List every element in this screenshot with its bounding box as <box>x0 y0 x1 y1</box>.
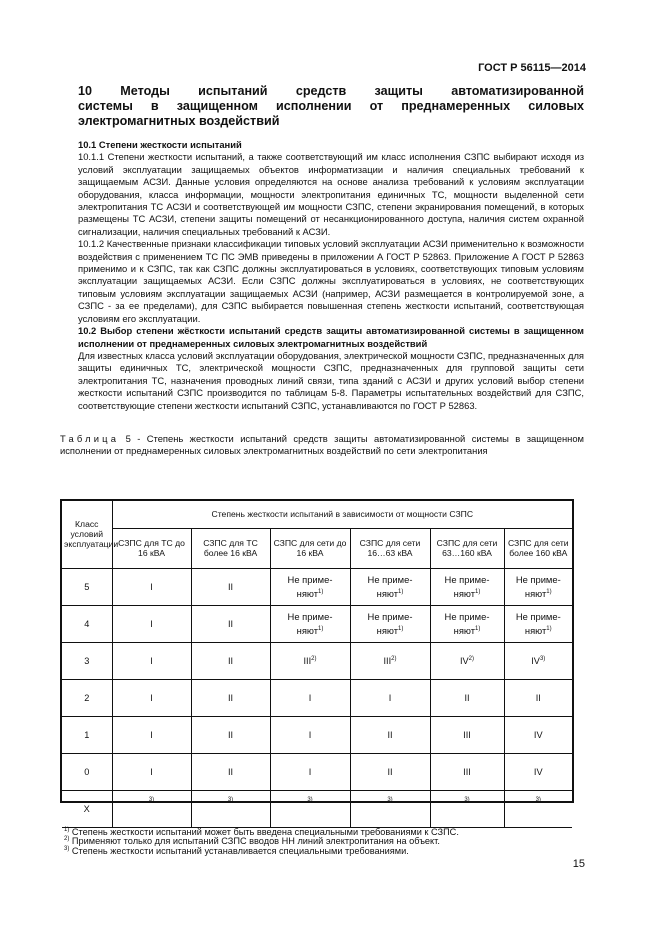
table-cell: IV$^{3)}$ <box>504 642 572 679</box>
class-cell: 2 <box>62 679 112 716</box>
table-cell: Не приме- няют$^{1)}$ <box>504 605 572 642</box>
class-cell: 0 <box>62 753 112 790</box>
body-text <box>78 139 584 412</box>
table-cell: II <box>191 753 270 790</box>
table-cell: I <box>270 753 350 790</box>
class-cell: 5 <box>62 568 112 605</box>
table-cell: I <box>270 679 350 716</box>
group-header: Степень жесткости испытаний в зависимости от мощности СЗПС <box>112 501 572 528</box>
table-cell: 3) <box>270 790 350 827</box>
table-cell: III <box>430 753 504 790</box>
subsection-heading-10-2: 10.2 Выбор степени жёсткости испытаний средств защиты автоматизированной системы в защищенном исполнении от преднамеренных силовых электромагнитных воздействий <box>78 325 584 349</box>
table-cell: I <box>112 605 191 642</box>
section-title-line-3: электромагнитных воздействий <box>78 114 280 128</box>
sub-header: СЗПС для сети 16…63 кВА <box>350 528 430 568</box>
table-caption <box>60 433 584 456</box>
table-cell: Не приме- няют$^{1)}$ <box>270 605 350 642</box>
paragraph-10-1-1: 10.1.1 Степени жесткости испытаний, а также соответствующий им класс исполнения СЗПС выбирают исходя из условий эксплуатации защищаемых объектов информатизации и наличия специальных требований к защищаемым АСЗИ. Данные условия определяются на основе анализа требований к условиям эксплуатации оборудования, класса информации, мощности электропитания единичных ТС, мощности выделенной сети электропитания ТС АСЗИ и соответствующей им мощности СЗПС, степени экранирования помещений, в которых размещены ТС АСЗИ, степени защиты помещений от несанкционированного доступа, наличия систем охранной сигнализации, наличия специальных требований к АСЗИ. <box>78 151 584 237</box>
table-note: $^{1)}$ Степень жесткости испытаний может быть введена специальными требованиями к СЗПС. <box>64 826 459 837</box>
sub-header: СЗПС для сети более 160 кВА <box>504 528 572 568</box>
table-cell: Не приме- няют$^{1)}$ <box>504 568 572 605</box>
class-cell: 4 <box>62 605 112 642</box>
table-note: $^{3)}$ Степень жесткости испытаний устанавливается специальными требованиями. <box>64 845 409 856</box>
table-cell: II <box>191 716 270 753</box>
table-cell: II <box>191 642 270 679</box>
table-row <box>62 753 572 790</box>
section-title-line-1: 10 Методы испытаний средств защиты автоматизированной <box>78 84 584 98</box>
table-5 <box>60 499 574 856</box>
table-row <box>62 605 572 642</box>
subsection-heading-10-1: 10.1 Степени жесткости испытаний <box>78 139 242 150</box>
class-cell: 3 <box>62 642 112 679</box>
table-row <box>62 790 572 827</box>
sub-header: СЗПС для сети до 16 кВА <box>270 528 350 568</box>
table-cell: IV <box>504 716 572 753</box>
table-cell: I <box>112 753 191 790</box>
table-cell: IV <box>504 753 572 790</box>
table-note: $^{2)}$ Применяют только для испытаний СЗПС вводов НН линий электропитания на объект. <box>64 836 440 847</box>
table-caption-label: Таблица <box>60 433 120 444</box>
table-cell: 3) <box>430 790 504 827</box>
sub-header: СЗПС для сети 63…160 кВА <box>430 528 504 568</box>
table-row <box>62 568 572 605</box>
table-cell: Не приме- няют$^{1)}$ <box>430 605 504 642</box>
sub-header-row <box>62 528 572 568</box>
table-cell: I <box>112 679 191 716</box>
table-cell: I <box>270 716 350 753</box>
table-cell: I <box>112 568 191 605</box>
table-cell: II <box>191 568 270 605</box>
table-cell: III <box>430 716 504 753</box>
table-cell: II <box>191 679 270 716</box>
table-row <box>62 716 572 753</box>
table-cell: 3) <box>191 790 270 827</box>
section-title-line-2: системы в защищенном исполнении от преднамеренных силовых <box>78 99 584 113</box>
table-cell: I <box>350 679 430 716</box>
table-body <box>62 568 572 827</box>
table-cell: Не приме- няют$^{1)}$ <box>430 568 504 605</box>
standard-code: ГОСТ Р 56115—2014 <box>478 62 586 74</box>
table-cell: 3) <box>350 790 430 827</box>
table-row <box>62 642 572 679</box>
table-grid <box>62 501 572 864</box>
table-cell: Не приме- няют$^{1)}$ <box>350 568 430 605</box>
table-caption-text: 5 - Степень жесткости испытаний средств защиты автоматизированной системы в защищенном исполнении от преднамеренных силовых электромагнитных воздействий по сети электропитания <box>60 433 584 456</box>
table-cell: I <box>112 716 191 753</box>
table-cell: III$^{2)}$ <box>350 642 430 679</box>
table-cell: 3) <box>504 790 572 827</box>
table-cell: I <box>112 642 191 679</box>
table-notes <box>62 827 572 864</box>
class-cell: X <box>62 790 112 827</box>
table-cell: 3) <box>112 790 191 827</box>
table-cell: Не приме- няют$^{1)}$ <box>270 568 350 605</box>
table-cell: II <box>430 679 504 716</box>
paragraph-10-1-2: 10.1.2 Качественные признаки классификации типовых условий эксплуатации АСЗИ применительно к возможности воздействия с применением ТС ПС ЭМВ приведены в приложении А ГОСТ Р 52863. Приложение А ГОСТ Р 52863 применимо и к СЗПС, так как СЗПС должны эксплуатироваться в условиях, соответствующих типовым условиям эксплуатации защищаемых АСЗИ. Если СЗПС должны эксплуатироваться в условиях, не соответствующих типовым условиям эксплуатации защищаемых АСЗИ (например, АСЗИ размещается в контролируемой зоне, а СЗПС - за ее пределами), для СЗПС выбирается повышенная степень жесткости испытаний, соответствующая условиям его эксплуатации. <box>78 238 584 324</box>
table-cell: III$^{2)}$ <box>270 642 350 679</box>
class-cell: 1 <box>62 716 112 753</box>
table-row <box>62 679 572 716</box>
table-cell: II <box>191 605 270 642</box>
sub-header: СЗПС для ТС более 16 кВА <box>191 528 270 568</box>
column-header-class: Класс условий эксплуатации <box>62 501 112 568</box>
section-title <box>78 84 584 129</box>
table-cell: II <box>350 716 430 753</box>
page-number: 15 <box>572 858 585 870</box>
table-cell: II <box>350 753 430 790</box>
sub-header: СЗПС для ТС до 16 кВА <box>112 528 191 568</box>
table-cell: Не приме- няют$^{1)}$ <box>350 605 430 642</box>
paragraph-10-2: Для известных класса условий эксплуатации оборудования, электрической мощности СЗПС, предназначенных для защиты единичных ТС, электрической мощности СЗПС, предназначенных для групповой защиты сети электропитания ТС, назначения проводных линий связи, типа зданий с АСЗИ и других условий выбор степени жесткости испытаний СЗПС производится по таблицам 5-8. Параметры испытательных воздействий для СЗПС, соответствующие степени жесткости испытаний СЗПС, устанавливаются по ГОСТ Р 52863. <box>78 349 584 411</box>
table-cell: II <box>504 679 572 716</box>
table-cell: IV$^{2)}$ <box>430 642 504 679</box>
